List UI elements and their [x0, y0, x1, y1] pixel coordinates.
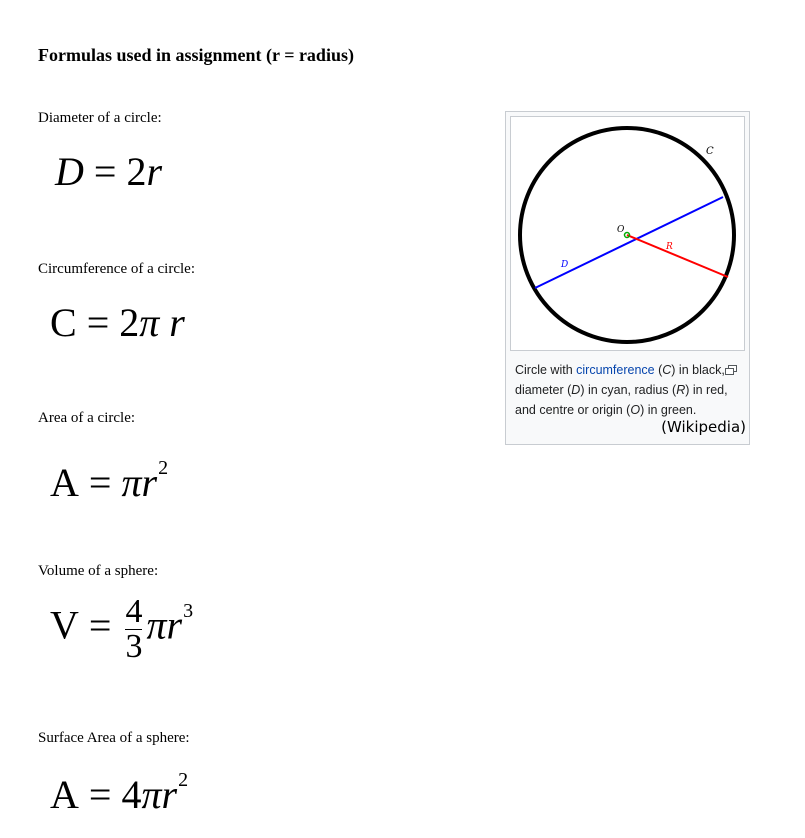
formula-coef: 2 — [126, 149, 147, 194]
caption-text: ) in red, and centre or origin ( — [515, 383, 728, 417]
caption-o: O — [630, 403, 641, 417]
formula-var: r — [166, 602, 183, 648]
figure-caption — [515, 360, 739, 420]
caption-d: D — [571, 383, 581, 397]
formula-pi: π — [146, 602, 167, 648]
formula-pi: π — [121, 460, 142, 505]
formula-var: r — [146, 149, 163, 194]
circle-figure — [505, 111, 750, 445]
formula-var: r — [161, 772, 178, 817]
formula-lhs: A — [50, 772, 79, 817]
formula-equals: = — [93, 149, 117, 194]
page-title: Formulas used in assignment (r = radius) — [38, 45, 354, 65]
circle-diagram[interactable] — [510, 116, 745, 351]
diameter-formula — [55, 149, 163, 194]
circumference-letter: C — [706, 146, 714, 157]
caption-text: ) in green. — [640, 403, 697, 417]
formula-lhs: C — [50, 300, 77, 345]
enlarge-icon-svg — [725, 365, 737, 375]
radius-letter: R — [666, 242, 673, 252]
diameter-line — [535, 197, 723, 288]
area-formula — [50, 458, 168, 503]
formula-equals: = — [88, 772, 112, 817]
fraction-numerator: 4 — [125, 593, 143, 630]
formula-exponent: 2 — [158, 457, 169, 479]
circumference-formula — [50, 300, 185, 345]
formula-equals: = — [86, 300, 110, 345]
circumference-label: Circumference of a circle: — [38, 261, 195, 277]
area-label: Area of a circle: — [38, 410, 136, 426]
origin-letter: O — [617, 225, 625, 235]
formula-equals: = — [88, 602, 112, 648]
diameter-label: Diameter of a circle: — [38, 110, 162, 126]
volume-formula — [50, 593, 194, 665]
caption-c: C — [662, 363, 672, 377]
caption-text: ) in black, diameter ( — [515, 363, 725, 397]
formula-exponent: 3 — [183, 599, 194, 622]
volume-label: Volume of a sphere: — [38, 563, 159, 579]
formula-pi: π — [139, 300, 160, 345]
formula-lhs: A — [50, 460, 79, 505]
enlarge-icon[interactable] — [725, 362, 737, 380]
circumference-link[interactable]: circumference — [576, 363, 655, 377]
formula-equals: = — [88, 460, 112, 505]
diameter-letter: D — [561, 260, 569, 270]
formula-pi: π — [141, 772, 162, 817]
surface-area-label: Surface Area of a sphere: — [38, 730, 190, 746]
caption-r: R — [676, 383, 686, 397]
formula-lhs: V — [50, 602, 79, 648]
formula-coef: 4 — [121, 772, 142, 817]
formula-lhs: D — [55, 149, 84, 194]
formula-coef: 2 — [119, 300, 140, 345]
caption-text: ) in cyan, radius ( — [580, 383, 677, 397]
circle-diagram-svg — [511, 117, 744, 350]
fraction-denominator: 3 — [125, 628, 143, 665]
caption-text: Circle with — [515, 363, 577, 377]
caption-text: ( — [654, 363, 663, 377]
surface-area-formula — [50, 770, 188, 815]
formula-var: r — [169, 300, 185, 345]
formula-exponent: 2 — [178, 769, 189, 791]
radius-line — [627, 235, 728, 277]
formula-var: r — [141, 460, 158, 505]
formula-fraction — [125, 593, 143, 665]
figure-credit: (Wikipedia) — [661, 418, 746, 436]
